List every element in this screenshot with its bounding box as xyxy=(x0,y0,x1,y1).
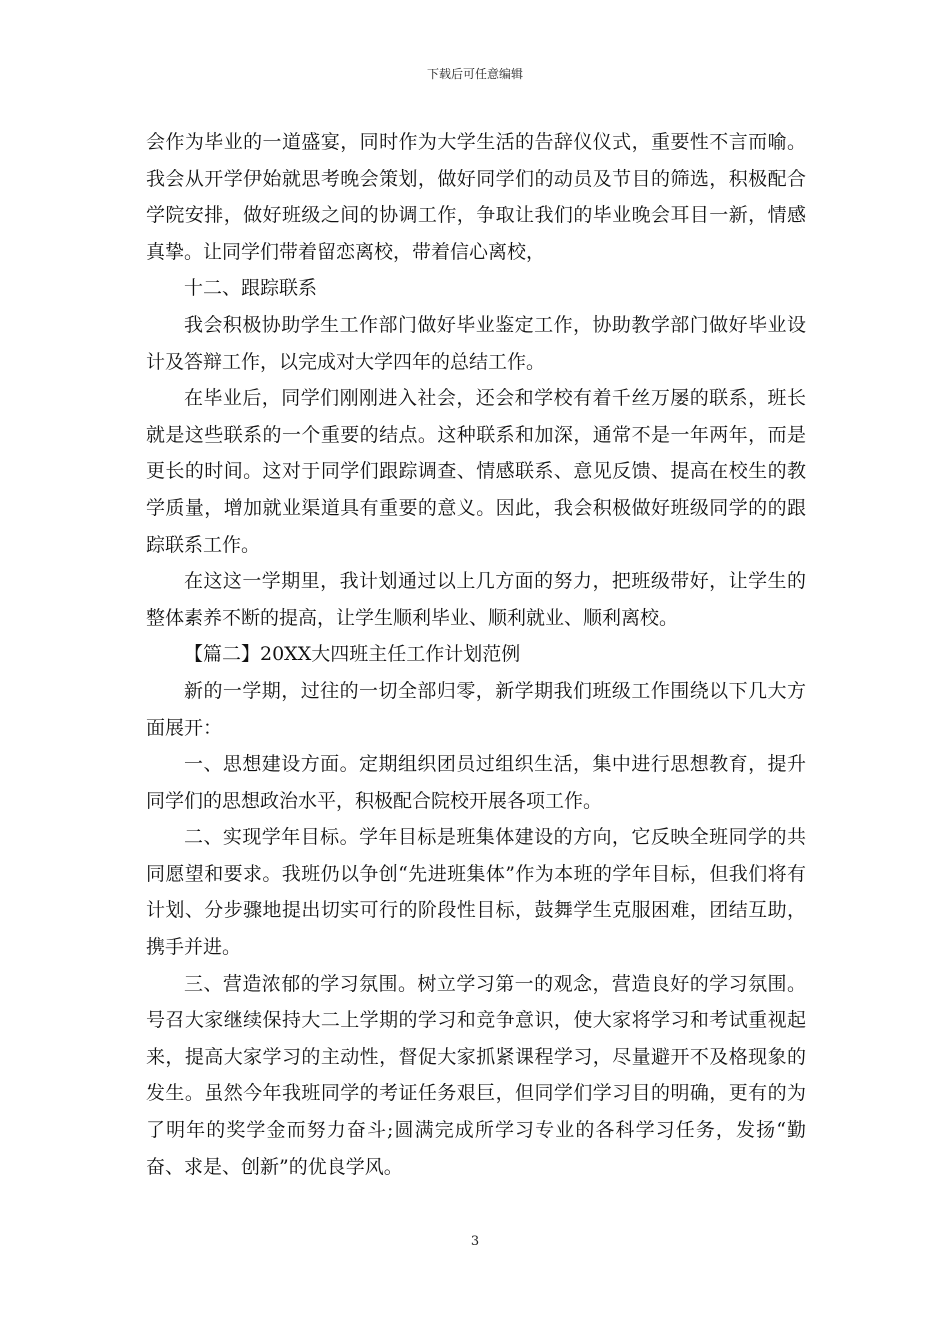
paragraph: 三、营造浓郁的学习氛围。树立学习第一的观念，营造良好的学习氛围。号召大家继续保持大二上学期的学习和竞争意识，使大家将学习和考试重视起来，提高大家学习的主动性，督促大家抓紧课程学习，尽量避开不及格现象的发生。虽然今年我班同学的考证任务艰巨，但同学们学习目的明确，更有的为了明年的奖学金而努力奋斗;圆满完成所学习专业的各科学习任务，发扬“勤奋、求是、创新”的优良学风。 xyxy=(146,972,806,1178)
page-header: 下载后可任意编辑 xyxy=(426,67,523,81)
paragraph: 在毕业后，同学们刚刚进入社会，还会和学校有着千丝万屡的联系，班长就是这些联系的一个重要的结点。这种联系和加深，通常不是一年两年，而是更长的时间。这对于同学们跟踪调查、情感联系、意见反馈、提高在校生的教学质量，增加就业渠道具有重要的意义。因此，我会积极做好班级同学的的跟踪联系工作。 xyxy=(146,387,806,556)
paragraph: 一、思想建设方面。定期组织团员过组织生活，集中进行思想教育，提升同学们的思想政治水平，积极配合院校开展各项工作。 xyxy=(146,753,806,812)
paragraph: 新的一学期，过往的一切全部归零，新学期我们班级工作围绕以下几大方面展开： xyxy=(146,679,806,739)
paragraph-continuation: 会作为毕业的一道盛宴，同时作为大学生活的告辞仪仪式，重要性不言而喻。我会从开学伊始就思考晚会策划，做好同学们的动员及节目的筛选，积极配合学院安排，做好班级之间的协调工作，争取让我们的毕业晚会耳目一新，情感真挚。让同学们带着留恋离校，带着信心离校， xyxy=(146,131,806,263)
page-number: 3 xyxy=(470,1234,480,1249)
document-body xyxy=(146,124,806,1185)
paragraph: 在这这一学期里，我计划通过以上几方面的努力，把班级带好，让学生的整体素养不断的提高，让学生顺利毕业、顺利就业、顺利离校。 xyxy=(146,570,806,629)
paragraph: 我会积极协助学生工作部门做好毕业鉴定工作，协助教学部门做好毕业设计及答辩工作，以完成对大学四年的总结工作。 xyxy=(146,313,806,373)
article-heading: 【篇二】20XX大四班主任工作计划范例 xyxy=(184,643,521,666)
section-heading-12: 十二、跟踪联系 xyxy=(184,277,318,300)
paragraph: 二、实现学年目标。学年目标是班集体建设的方向，它反映全班同学的共同愿望和要求。我班仍以争创“先进班集体”作为本班的学年目标，但我们将有计划、分步骤地提出切实可行的阶段性目标，鼓舞学生克服困难，团结互助，携手并进。 xyxy=(146,826,806,959)
